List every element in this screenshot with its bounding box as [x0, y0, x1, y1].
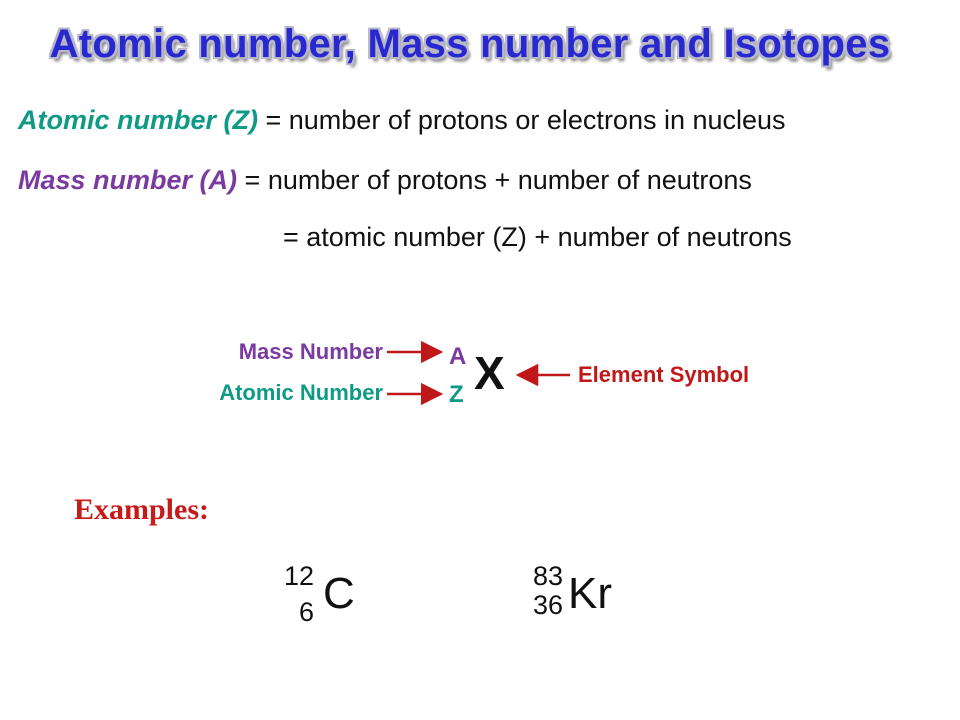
element-symbol-label: Element Symbol: [578, 362, 750, 387]
atomic-number-meaning: = number of protons or electrons in nucleus: [258, 105, 786, 135]
atomic-number-term: Atomic number (Z): [18, 105, 258, 135]
carbon-atomic-number: 6: [298, 597, 314, 627]
mass-number-definition: [18, 165, 752, 196]
notation-mass-symbol: A: [449, 343, 467, 370]
krypton-atomic-number: 36: [532, 590, 563, 620]
mass-number-term: Mass number (A): [18, 165, 238, 195]
carbon-mass-number: 12: [283, 561, 314, 591]
atomic-number-label: Atomic Number: [219, 380, 383, 405]
notation-atomic-symbol: Z: [449, 381, 464, 408]
carbon-symbol: C: [323, 569, 355, 618]
mass-number-alternate: = atomic number (Z) + number of neutrons: [283, 222, 792, 252]
slide-title: Atomic number, Mass number and Isotopes: [49, 22, 891, 66]
notation-element-symbol: X: [474, 347, 505, 399]
krypton-mass-number: 83: [532, 561, 563, 591]
atomic-number-definition: [18, 105, 786, 136]
mass-number-label: Mass Number: [238, 339, 383, 364]
examples-heading: Examples:: [74, 493, 209, 526]
krypton-symbol: Kr: [568, 569, 612, 618]
mass-number-meaning: = number of protons + number of neutrons: [237, 165, 752, 195]
